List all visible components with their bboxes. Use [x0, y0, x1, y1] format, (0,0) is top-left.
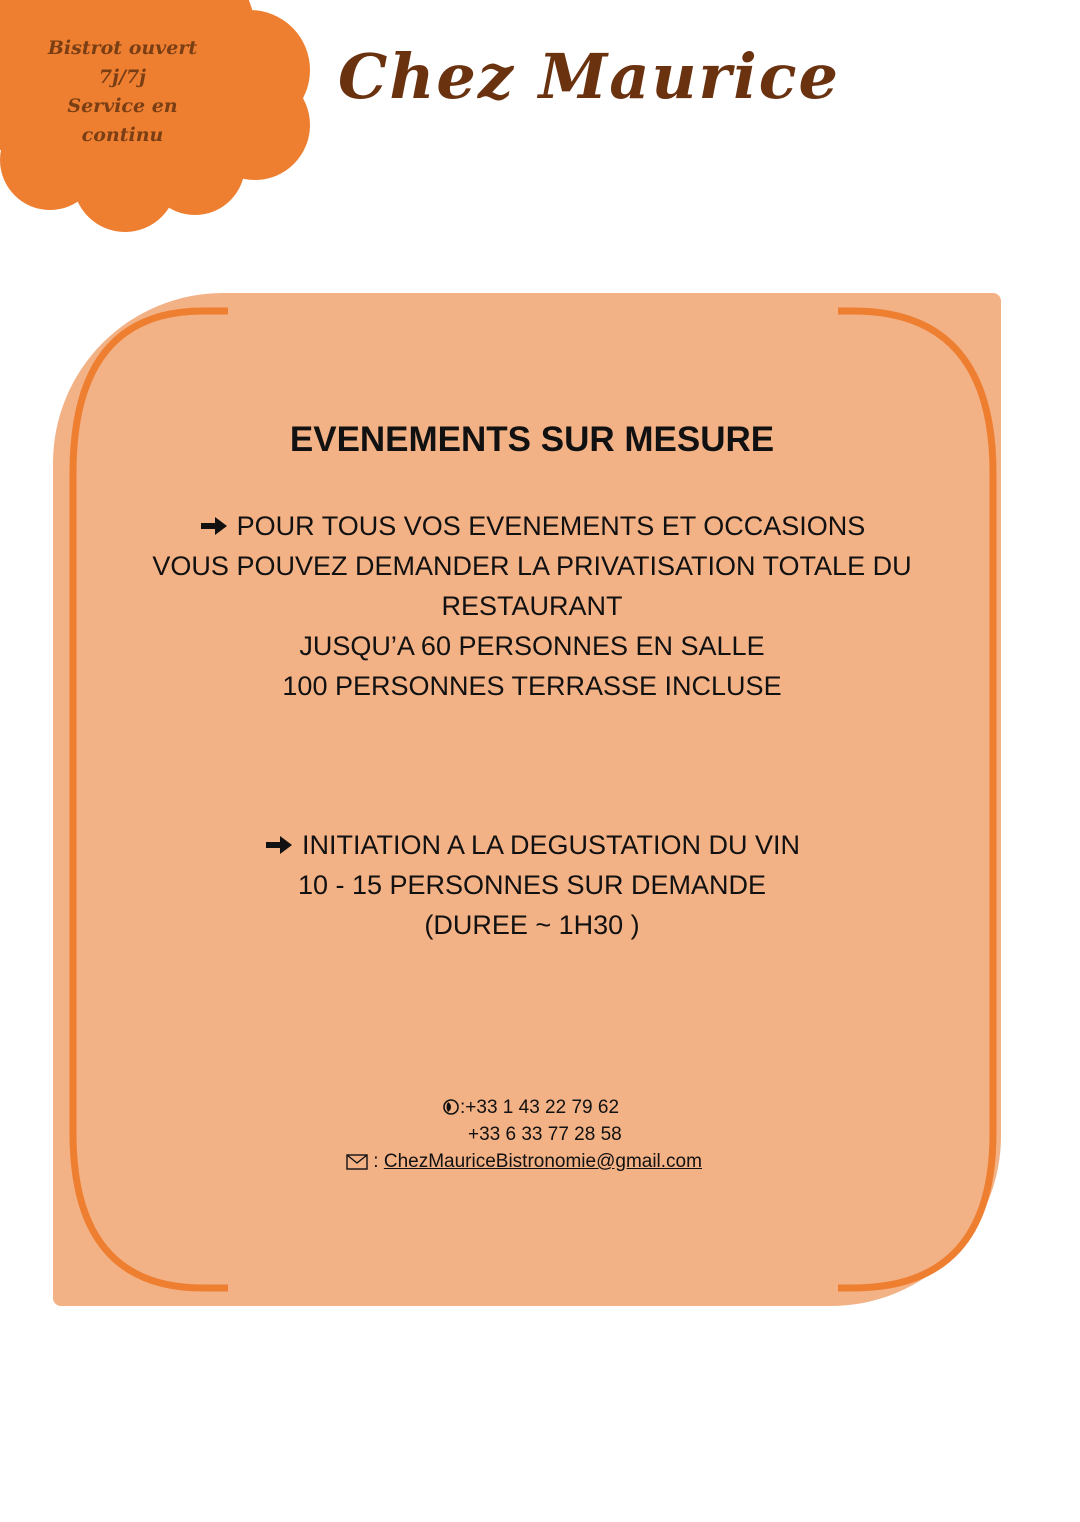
wine-tasting-section: [100, 825, 964, 945]
badge-line: Bistrot ouvert: [47, 37, 198, 59]
badge-text: [20, 34, 225, 150]
arrow-right-icon: [264, 833, 294, 857]
section-line: [100, 506, 964, 546]
section-line: 100 PERSONNES TERRASSE INCLUSE: [282, 671, 782, 701]
email-separator: :: [368, 1151, 384, 1172]
phone-number-1[interactable]: :+33 1 43 22 79 62: [460, 1097, 620, 1118]
badge-line: continu: [81, 124, 164, 146]
section-line: (DUREE ~ 1H30 ): [424, 910, 640, 940]
section-line: 10 - 15 PERSONNES SUR DEMANDE: [297, 870, 767, 900]
section-line: [100, 825, 964, 865]
phone-number-2[interactable]: +33 6 33 77 28 58: [468, 1124, 622, 1145]
email-link[interactable]: ChezMauriceBistronomie@gmail.com: [383, 1151, 702, 1172]
section-line: JUSQU’A 60 PERSONNES EN SALLE: [299, 631, 765, 661]
section-line: RESTAURANT: [441, 591, 623, 621]
phone-row: [300, 1094, 780, 1121]
envelope-icon: [346, 1154, 368, 1170]
brand-title: Chez Maurice: [338, 40, 840, 113]
section-line: VOUS POUVEZ DEMANDER LA PRIVATISATION TOTALE DU: [152, 551, 912, 581]
phone-icon: [442, 1098, 460, 1116]
privatisation-section: [100, 506, 964, 706]
badge-line: 7j/7j: [98, 66, 147, 88]
section-text: INITIATION A LA DEGUSTATION DU VIN: [301, 830, 801, 860]
contact-block: [300, 1094, 780, 1175]
panel-heading: EVENEMENTS SUR MESURE: [289, 420, 775, 459]
badge-line: Service en: [67, 95, 178, 117]
section-text: POUR TOUS VOS EVENEMENTS ET OCCASIONS: [236, 511, 866, 541]
arrow-right-icon: [199, 514, 229, 538]
email-row: [300, 1148, 780, 1175]
phone-row-2: [300, 1121, 780, 1148]
